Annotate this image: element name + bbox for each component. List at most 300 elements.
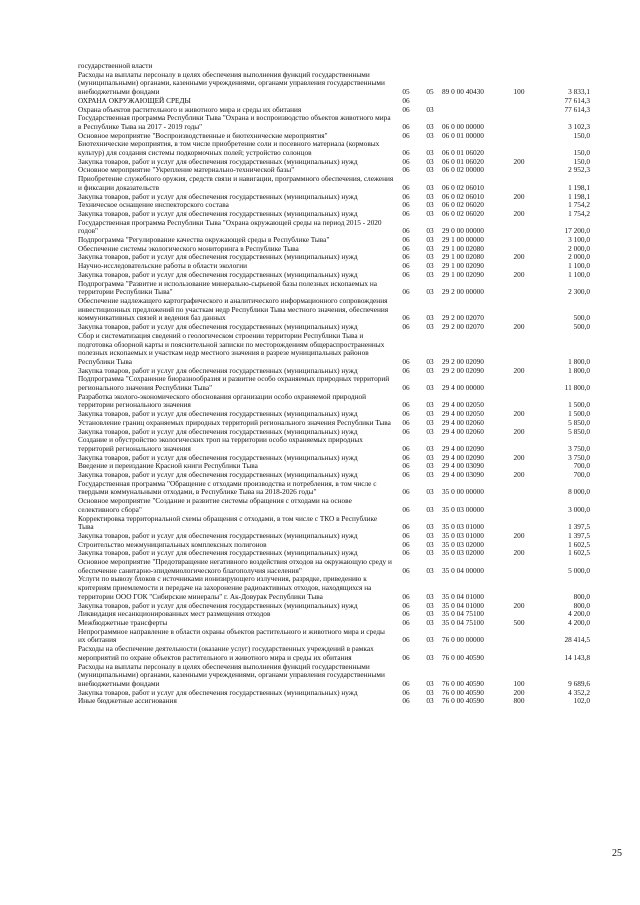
row-name: Подпрограмма "Развитие и использование минерально-сырьевой базы полезных ископаемых на территории Республики Тыва" (78, 278, 377, 297)
row-amount: 1 602,5 (568, 539, 590, 549)
row-name: Закупка товаров, работ и услуг для обеспечения государственных (муниципальных) нужд (78, 208, 358, 218)
row-amount: 2 952,3 (568, 165, 590, 175)
row-name: Государственная программа Республики Тыва "Охрана окружающей среды на период 2015 - 2020 годов" (78, 217, 382, 236)
row-target-article: 29 2 00 02070 (442, 313, 484, 323)
row-name: Закупка товаров, работ и услуг для обеспечения государственных (муниципальных) нужд (78, 426, 358, 436)
row-subsection: 03 (426, 618, 434, 627)
row-expense-type: 500 (513, 618, 525, 627)
row-target-article: 35 0 03 01000 (442, 522, 484, 532)
row-target-article: 76 0 00 40590 (442, 652, 484, 662)
row-subsection: 03 (426, 539, 434, 549)
row-amount: 150,0 (573, 148, 590, 158)
row-amount: 3 000,0 (568, 504, 590, 514)
row-section: 06 (402, 548, 410, 558)
row-expense-type (504, 140, 534, 157)
row-section: 06 (402, 443, 410, 453)
row-expense-type: 100 (513, 87, 525, 97)
row-name: Создание и обустройство экологических троп на территории особо охраняемых природных территорий регионального значения (78, 435, 363, 453)
row-section: 06 (402, 591, 410, 601)
row-amount: 1 100,0 (568, 261, 590, 271)
row-subsection: 05 (426, 87, 434, 97)
row-target-article: 06 0 02 06020 (442, 208, 484, 218)
budget-table-body (78, 62, 590, 706)
row-amount: 1 800,0 (568, 365, 590, 375)
row-expense-type: 200 (513, 208, 525, 218)
row-name: Закупка товаров, работ и услуг для обеспечения государственных (муниципальных) нужд (78, 687, 358, 697)
row-subsection: 03 (426, 383, 434, 393)
row-target-article: 29 0 00 00000 (442, 226, 484, 236)
row-section: 06 (402, 487, 410, 497)
row-subsection: 03 (426, 696, 434, 706)
row-amount: 1 602,5 (568, 548, 590, 558)
table-row (78, 575, 590, 601)
row-name: государственной власти (78, 61, 153, 70)
table-row (78, 393, 590, 410)
row-target-article: 29 2 00 02090 (442, 365, 484, 375)
row-section: 06 (402, 365, 410, 375)
row-name: Расходы на выплаты персоналу в целях обеспечения выполнения функций государственными (муниципальными) органами, казенными учреждениями, органами управления государственными внебюджетными фондами (78, 661, 385, 688)
row-amount: 2 000,0 (568, 243, 590, 253)
row-target-article: 29 1 00 02080 (442, 243, 484, 253)
row-amount: 3 102,3 (568, 121, 590, 131)
row-expense-type: 200 (513, 452, 525, 462)
row-section: 06 (402, 182, 410, 192)
row-expense-type (504, 393, 534, 410)
row-target-article: 29 4 00 02090 (442, 452, 484, 462)
row-target-article: 06 0 02 06020 (442, 200, 484, 210)
row-subsection: 03 (426, 156, 434, 166)
row-target-article: 29 4 00 02060 (442, 417, 484, 427)
row-target-article: 35 0 03 02000 (442, 539, 484, 549)
row-section: 06 (402, 252, 410, 262)
row-section: 06 (402, 504, 410, 514)
row-expense-type (504, 175, 534, 192)
row-target-article: 29 2 00 00000 (442, 287, 484, 297)
row-amount: 700,0 (573, 470, 590, 480)
row-amount: 700,0 (573, 461, 590, 471)
row-subsection: 03 (426, 504, 434, 514)
table-row (78, 280, 590, 297)
row-section: 06 (402, 235, 410, 245)
row-target-article: 06 0 02 00000 (442, 165, 484, 175)
table-row (78, 114, 590, 131)
row-target-article: 29 4 00 03090 (442, 461, 484, 471)
row-expense-type: 200 (513, 365, 525, 375)
row-amount: 1 198,1 (568, 182, 590, 192)
row-name: Обеспечение системы экологического мониторинга в Республике Тыва (78, 243, 299, 253)
row-amount: 4 200,0 (568, 618, 590, 627)
row-name: Основное мероприятие "Воспроизводственные и биотехнические мероприятия" (78, 130, 328, 140)
row-subsection: 03 (426, 313, 434, 323)
row-target-article: 29 1 00 02090 (442, 261, 484, 271)
row-target-article (442, 97, 504, 106)
row-expense-type (504, 114, 534, 131)
row-amount: 4 352,2 (568, 687, 590, 697)
row-target-article (442, 106, 504, 115)
row-amount: 77 614,3 (564, 95, 590, 105)
row-amount: 9 689,6 (568, 678, 590, 688)
row-target-article: 35 0 04 01000 (442, 600, 484, 610)
row-target-article: 06 0 01 00000 (442, 130, 484, 140)
row-target-article: 06 0 00 00000 (442, 121, 484, 131)
row-section: 06 (402, 696, 410, 706)
row-amount: 3 750,0 (568, 443, 590, 453)
row-target-article: 29 4 00 02050 (442, 400, 484, 410)
row-name: Закупка товаров, работ и услуг для обеспечения государственных (муниципальных) нужд (78, 470, 358, 480)
row-subsection: 03 (426, 208, 434, 218)
table-row (78, 480, 590, 497)
row-section: 06 (402, 287, 410, 297)
row-name: Закупка товаров, работ и услуг для обеспечения государственных (муниципальных) нужд (78, 156, 358, 166)
row-subsection: 03 (426, 235, 434, 245)
row-target-article: 29 1 00 02080 (442, 252, 484, 262)
table-row (78, 297, 590, 323)
row-expense-type (504, 132, 534, 141)
row-amount: 3 833,1 (568, 87, 590, 97)
row-amount: 8 000,0 (568, 487, 590, 497)
row-expense-type: 200 (513, 470, 525, 480)
row-subsection: 03 (426, 409, 434, 419)
row-section: 06 (402, 261, 410, 271)
table-row (78, 558, 590, 575)
row-expense-type (504, 436, 534, 453)
row-expense-type (504, 497, 534, 514)
row-name: Охрана объектов растительного и животного мира и среды их обитания (78, 104, 302, 114)
row-section: 06 (402, 322, 410, 332)
row-name: Расходы на выплаты персоналу в целях обеспечения выполнения функций государственными (муниципальными) органами, казенными учреждениями, органами управления государственными внебюджетными фондами (78, 69, 385, 97)
table-row (78, 175, 590, 192)
row-subsection (418, 62, 442, 71)
row-section: 06 (402, 313, 410, 323)
row-name: Биотехнические мероприятия, в том числе приобретение соли и посевного материала (кормовых культур) для создания системы подкормочных полей; устройство солонцов (78, 139, 380, 158)
row-section: 06 (402, 121, 410, 131)
row-section: 06 (402, 148, 410, 158)
row-subsection: 03 (426, 417, 434, 427)
table-row (78, 645, 590, 662)
row-expense-type: 200 (513, 252, 525, 262)
row-name: Научно-исследовательские работы в области экологии (78, 261, 248, 271)
row-subsection: 03 (426, 252, 434, 262)
row-section: 06 (402, 470, 410, 480)
row-section (394, 62, 418, 71)
row-target-article: 35 0 03 01000 (442, 530, 484, 540)
row-name: Услуги по вывозу блоков с источниками ионизирующего излучения, разрядке, приведению к критериям приемлемости и передаче на захоронение радиоактивных отходов, находящихся на территории ООО ГОК "Сибирские минералы" г. Ак-Довурак Республики Тыва (78, 574, 372, 601)
row-target-article: 06 0 01 06020 (442, 148, 484, 158)
row-amount: 17 200,0 (564, 226, 590, 236)
row-target-article: 06 0 02 06010 (442, 191, 484, 201)
table-row (78, 497, 590, 514)
row-amount: 77 614,3 (564, 104, 590, 114)
row-name: Закупка товаров, работ и услуг для обеспечения государственных (муниципальных) нужд (78, 191, 358, 201)
row-expense-type: 800 (513, 696, 525, 706)
row-amount: 500,0 (573, 322, 590, 332)
row-amount: 150,0 (573, 156, 590, 166)
row-amount: 1 754,2 (568, 200, 590, 210)
row-name: Основное мероприятие "Предотвращение негативного воздействия отходов на окружающую среду и обеспечение санитарно-эпидемиологического благополучия населения" (78, 557, 392, 575)
row-subsection: 03 (426, 243, 434, 253)
row-expense-type (504, 645, 534, 662)
row-subsection: 03 (426, 226, 434, 236)
row-amount: 11 800,0 (564, 383, 590, 393)
row-subsection: 03 (426, 261, 434, 271)
row-section: 06 (402, 600, 410, 610)
table-row (78, 332, 590, 367)
row-subsection: 03 (426, 200, 434, 210)
row-subsection: 03 (426, 548, 434, 558)
row-name: Закупка товаров, работ и услуг для обеспечения государственных (муниципальных) нужд (78, 452, 358, 462)
row-expense-type (504, 219, 534, 236)
row-name: Строительство межмуниципальных комплексных полигонов (78, 539, 267, 549)
table-row (78, 71, 590, 97)
row-name: Ликвидация несанкционированных мест размещения отходов (78, 609, 271, 619)
budget-table (78, 62, 590, 706)
row-amount: 5 850,0 (568, 426, 590, 436)
row-name: Закупка товаров, работ и услуг для обеспечения государственных (муниципальных) нужд (78, 409, 358, 419)
row-section: 06 (402, 156, 410, 166)
row-subsection: 03 (426, 104, 434, 114)
row-target-article: 29 4 00 02060 (442, 426, 484, 436)
row-subsection: 03 (426, 356, 434, 366)
row-subsection: 03 (426, 121, 434, 131)
row-name: Расходы на обеспечение деятельности (оказание услуг) государственных учреждений в рамках мероприятий по охране объектов растительного и животного мира и среды их обитания (78, 644, 374, 662)
row-target-article: 29 4 00 00000 (442, 383, 484, 393)
row-expense-type: 200 (513, 530, 525, 540)
row-section: 06 (402, 635, 410, 645)
row-name: Непрограммное направление в области охраны объектов растительного и животного мира и среды их обитания (78, 626, 385, 645)
row-amount: 1 500,0 (568, 409, 590, 419)
row-target-article: 35 0 03 02000 (442, 548, 484, 558)
row-expense-type (504, 166, 534, 175)
row-subsection: 03 (426, 530, 434, 540)
row-name: ОХРАНА ОКРУЖАЮЩЕЙ СРЕДЫ (78, 95, 191, 105)
row-target-article: 35 0 03 00000 (442, 504, 484, 514)
row-subsection: 03 (426, 287, 434, 297)
row-name: Государственная программа Республики Тыва "Охрана и воспроизводство объектов животного мира в Республике Тыва на 2017 - 2019 годы" (78, 113, 391, 131)
row-expense-type (504, 628, 534, 645)
row-name: Введение и переиздание Красной книги Республики Тыва (78, 461, 258, 471)
row-section: 06 (402, 409, 410, 419)
row-target-article: 76 0 00 40590 (442, 687, 484, 697)
row-section: 06 (402, 461, 410, 471)
row-expense-type (504, 97, 534, 106)
row-name: Корректировка территориальной схемы обращения с отходами, в том числе с ТКО в Республике Тыва (78, 513, 378, 532)
row-section: 06 (402, 243, 410, 253)
row-expense-type (504, 297, 534, 323)
row-name: Установление границ охраняемых природных территорий регионального значения Республики Тыва (78, 417, 391, 427)
row-section: 06 (402, 165, 410, 175)
row-expense-type: 200 (513, 600, 525, 610)
row-section: 06 (402, 130, 410, 140)
row-target-article: 35 0 04 75100 (442, 609, 484, 619)
row-amount: 1 397,5 (568, 530, 590, 540)
row-amount: 3 100,0 (568, 235, 590, 245)
row-expense-type: 200 (513, 409, 525, 419)
row-name: Подпрограмма "Регулирование качества окружающей среды в Республике Тыва" (78, 235, 330, 245)
row-section: 06 (402, 400, 410, 410)
row-amount: 5 850,0 (568, 417, 590, 427)
row-section: 06 (402, 522, 410, 532)
row-section: 06 (402, 609, 410, 619)
row-target-article (442, 62, 504, 71)
row-subsection: 03 (426, 426, 434, 436)
row-amount (534, 62, 590, 71)
table-row (78, 140, 590, 157)
row-amount: 102,0 (573, 696, 590, 706)
row-target-article: 35 0 04 75100 (442, 618, 484, 627)
row-expense-type: 200 (513, 191, 525, 201)
row-section: 06 (402, 565, 410, 575)
row-subsection: 03 (426, 182, 434, 192)
row-subsection: 03 (426, 565, 434, 575)
row-section: 06 (402, 191, 410, 201)
row-target-article: 06 0 02 06010 (442, 182, 484, 192)
row-name: Сбор и систематизация сведений о геологическом строении территории Республики Тыва и подготовка обзорной карты и пояснительной записки по месторождениям общераспространенных полезных ископаемых и участкам недр местного значения в разрезе муниципальных районов Республики Тыва (78, 330, 385, 366)
row-name: Закупка товаров, работ и услуг для обеспечения государственных (муниципальных) нужд (78, 365, 358, 375)
row-subsection: 03 (426, 591, 434, 601)
row-subsection: 03 (426, 191, 434, 201)
row-expense-type: 200 (513, 426, 525, 436)
row-section: 06 (402, 200, 410, 210)
row-section: 06 (402, 652, 410, 662)
row-subsection: 03 (426, 461, 434, 471)
row-subsection: 03 (426, 635, 434, 645)
row-name: Разработка эколого-экономического обоснования организации особо охраняемой природной территории регионального значения (78, 391, 367, 410)
row-subsection: 03 (426, 365, 434, 375)
row-name: Закупка товаров, работ и услуг для обеспечения государственных (муниципальных) нужд (78, 530, 358, 540)
table-row (78, 515, 590, 532)
row-section: 06 (402, 687, 410, 697)
row-target-article: 89 0 00 40430 (442, 87, 484, 97)
row-subsection: 03 (426, 130, 434, 140)
row-subsection: 03 (426, 269, 434, 279)
row-expense-type: 200 (513, 269, 525, 279)
row-expense-type (504, 62, 534, 71)
row-amount: 3 750,0 (568, 452, 590, 462)
row-expense-type: 200 (513, 156, 525, 166)
table-row (78, 628, 590, 645)
row-name: Государственная программа "Обращение с отходами производства и потребления, в том числе с твердыми коммунальными отходами, в Республике Тыва на 2018-2026 годы" (78, 478, 377, 497)
row-target-article: 29 4 00 02050 (442, 409, 484, 419)
row-target-article: 29 2 00 02090 (442, 356, 484, 366)
row-section: 06 (402, 530, 410, 540)
row-expense-type: 200 (513, 322, 525, 332)
row-subsection: 03 (426, 678, 434, 688)
row-target-article: 29 4 00 02090 (442, 443, 484, 453)
table-row (78, 436, 590, 453)
row-section: 06 (402, 618, 410, 627)
row-amount: 800,0 (573, 591, 590, 601)
row-name: Иные бюджетные ассигнования (78, 696, 177, 706)
row-section: 05 (402, 87, 410, 97)
row-subsection: 03 (426, 322, 434, 332)
row-name: Закупка товаров, работ и услуг для обеспечения государственных (муниципальных) нужд (78, 252, 358, 262)
row-section: 06 (402, 383, 410, 393)
row-target-article: 29 1 00 00000 (442, 235, 484, 245)
row-amount: 1 198,1 (568, 191, 590, 201)
row-amount: 1 800,0 (568, 356, 590, 366)
table-row (78, 697, 590, 706)
row-subsection: 03 (426, 148, 434, 158)
row-expense-type (504, 515, 534, 532)
row-expense-type (504, 236, 534, 245)
table-row (78, 663, 590, 689)
row-subsection: 03 (426, 443, 434, 453)
row-target-article: 29 2 00 02070 (442, 322, 484, 332)
row-amount: 150,0 (573, 130, 590, 140)
row-expense-type: 100 (513, 678, 525, 688)
table-row (78, 375, 590, 392)
row-name: Техническое оснащение инспекторского состава (78, 200, 229, 210)
row-expense-type (504, 332, 534, 367)
row-amount: 14 143,8 (564, 652, 590, 662)
table-row (78, 219, 590, 236)
row-section: 06 (402, 539, 410, 549)
row-subsection: 03 (426, 487, 434, 497)
row-target-article: 35 0 04 00000 (442, 565, 484, 575)
row-expense-type (504, 375, 534, 392)
row-expense-type (504, 106, 534, 115)
row-amount: 1 754,2 (568, 208, 590, 218)
row-amount: 1 397,5 (568, 522, 590, 532)
row-section: 06 (402, 452, 410, 462)
row-section: 06 (402, 426, 410, 436)
row-expense-type (504, 575, 534, 601)
row-subsection: 03 (426, 522, 434, 532)
row-amount: 1 100,0 (568, 269, 590, 279)
row-amount: 500,0 (573, 313, 590, 323)
row-name: Основное мероприятие "Укрепление материально-технической базы" (78, 165, 295, 175)
row-target-article: 29 1 00 02090 (442, 269, 484, 279)
row-section: 06 (402, 226, 410, 236)
row-section: 06 (402, 269, 410, 279)
row-name: Обеспечение надлежащего картографического и аналитического информационного сопровождения инвестиционных предложений по участкам недр Республики Тыва местного значения, обеспечения коммуникативных связей и ведения баз данных (78, 295, 389, 323)
row-target-article: 29 4 00 03090 (442, 470, 484, 480)
row-name: Основное мероприятие "Создание и развитие системы обращения с отходами на основе селективного сбора" (78, 496, 352, 514)
row-subsection: 03 (426, 400, 434, 410)
row-subsection: 03 (426, 687, 434, 697)
row-expense-type (504, 280, 534, 297)
row-section: 06 (402, 104, 410, 114)
row-section: 06 (402, 356, 410, 366)
row-name: Межбюджетные трансферты (78, 618, 168, 627)
row-section: 06 (402, 417, 410, 427)
page-number: 25 (612, 848, 622, 859)
row-name: Закупка товаров, работ и услуг для обеспечения государственных (муниципальных) нужд (78, 322, 358, 332)
row-subsection: 03 (426, 165, 434, 175)
row-name: Закупка товаров, работ и услуг для обеспечения государственных (муниципальных) нужд (78, 600, 358, 610)
row-target-article: 76 0 00 40590 (442, 696, 484, 706)
row-subsection: 03 (426, 609, 434, 619)
row-amount: 2 300,0 (568, 287, 590, 297)
row-target-article: 76 0 00 00000 (442, 635, 484, 645)
row-expense-type (504, 480, 534, 497)
row-amount: 2 000,0 (568, 252, 590, 262)
row-amount: 800,0 (573, 600, 590, 610)
row-expense-type (504, 558, 534, 575)
row-subsection: 03 (426, 600, 434, 610)
row-amount: 4 200,0 (568, 609, 590, 619)
row-target-article: 35 0 04 01000 (442, 591, 484, 601)
row-amount: 1 500,0 (568, 400, 590, 410)
row-expense-type: 200 (513, 687, 525, 697)
row-expense-type: 200 (513, 548, 525, 558)
row-section: 06 (402, 95, 410, 105)
row-subsection: 03 (426, 652, 434, 662)
row-section: 06 (402, 678, 410, 688)
row-subsection: 03 (426, 452, 434, 462)
row-name: Подпрограмма "Сохранение биоразнообразия и развитие особо охраняемых природных территорий регионального значения Республики Тыва" (78, 374, 390, 393)
row-name: Закупка товаров, работ и услуг для обеспечения государственных (муниципальных) нужд (78, 269, 358, 279)
